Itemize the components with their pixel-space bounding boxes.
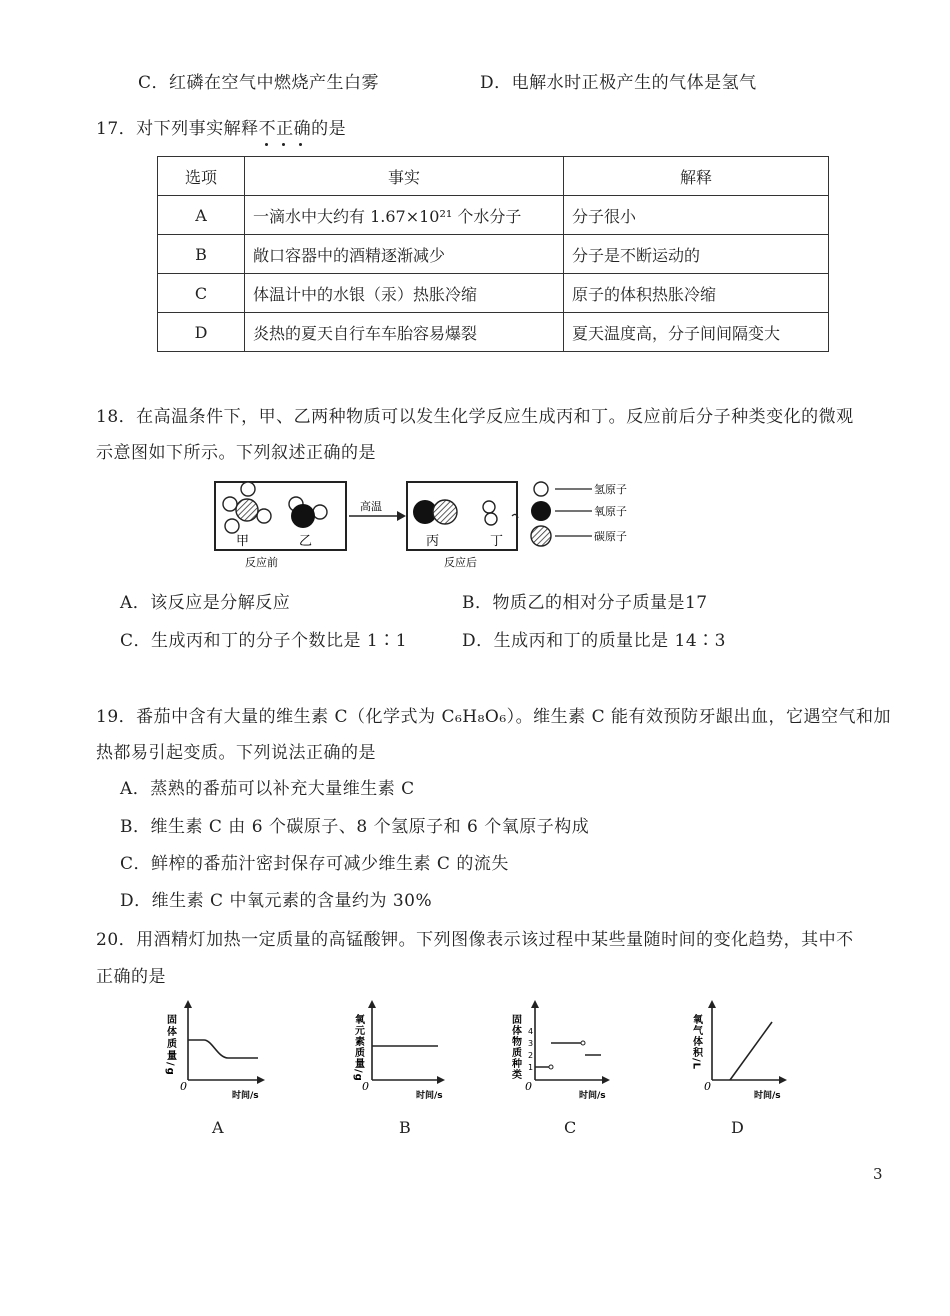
graph-d (680, 1000, 800, 1110)
row-option: A (158, 196, 245, 235)
q17-stem-emphasis: 不正确 (259, 119, 312, 139)
row-explain: 分子很小 (564, 196, 829, 235)
q20-stem-line2: 正确的是 (96, 967, 166, 987)
graph-a-origin: 0 (180, 1080, 187, 1093)
row-explain: 分子是不断运动的 (564, 235, 829, 274)
q19-option-b: B．维生素 C 由 6 个碳原子、8 个氢原子和 6 个氧原子构成 (120, 817, 590, 837)
svg-text:4: 4 (528, 1027, 534, 1036)
legend-oxygen-icon (531, 501, 551, 521)
condition-label: 高温 (360, 500, 382, 513)
q17-stem-prefix: 17．对下列事实解释 (96, 119, 259, 139)
legend-carbon-icon (531, 526, 551, 546)
q18-option-a: A．该反应是分解反应 (120, 593, 291, 613)
row-explain: 夏天温度高，分子间间隔变大 (564, 313, 829, 352)
q18-option-b: B．物质乙的相对分子质量是17 (462, 593, 708, 613)
label-bing: 丙 (426, 534, 440, 549)
row-fact: 敞口容器中的酒精逐渐减少 (245, 235, 564, 274)
table-row (158, 274, 829, 313)
q17-stem (96, 118, 346, 140)
graph-c-ylabel: 固体物质种类 (509, 1014, 521, 1080)
row-explain: 原子的体积热胀冷缩 (564, 274, 829, 313)
legend-hydrogen-icon (534, 482, 548, 496)
graph-d-ylabel: 氧气体积/L (690, 1014, 702, 1071)
table-row (158, 196, 829, 235)
row-fact: 一滴水中大约有 1.67×10²¹ 个水分子 (245, 196, 564, 235)
q16-option-d: D．电解水时正极产生的气体是氢气 (480, 73, 757, 93)
header-option: 选项 (158, 157, 245, 196)
q19-option-c: C．鲜榨的番茄汁密封保存可减少维生素 C 的流失 (120, 854, 509, 874)
graph-c-label: C (564, 1118, 577, 1137)
graph-b-ylabel: 氧元素质量/g (352, 1014, 364, 1082)
q19-stem-line1: 19．番茄中含有大量的维生素 C（化学式为 C₆H₈O₆）。维生素 C 能有效预防牙龈出血，它遇空气和加 (96, 707, 891, 727)
q18-reaction-diagram (200, 474, 680, 574)
graph-b (340, 1000, 460, 1110)
label-ding: 丁 (490, 534, 504, 549)
graph-c-origin: 0 (525, 1080, 532, 1093)
graph-c-xlabel: 时间/s (579, 1091, 606, 1101)
graph-d-xlabel: 时间/s (754, 1091, 781, 1101)
svg-text:1: 1 (528, 1063, 534, 1072)
row-fact: 体温计中的水银（汞）热胀冷缩 (245, 274, 564, 313)
q19-option-d: D．维生素 C 中氧元素的含量约为 30% (120, 891, 433, 911)
label-yi: 乙 (299, 534, 313, 549)
q16-option-c: C．红磷在空气中燃烧产生白雾 (138, 73, 380, 93)
row-option: C (158, 274, 245, 313)
svg-text:3: 3 (528, 1039, 534, 1048)
table-row (158, 235, 829, 274)
caption-before: 反应前 (245, 556, 278, 569)
q17-table (157, 156, 829, 352)
table-header-row (158, 157, 829, 196)
graph-b-origin: 0 (362, 1080, 369, 1093)
q19-stem-line2: 热都易引起变质。下列说法正确的是 (96, 743, 376, 763)
legend-oxygen: 氧原子 (594, 505, 627, 518)
table-row (158, 313, 829, 352)
q18-option-c: C．生成丙和丁的分子个数比是 1∶1 (120, 631, 408, 651)
graph-d-label: D (731, 1118, 744, 1137)
q18-stem-line1: 18．在高温条件下，甲、乙两种物质可以发生化学反应生成丙和丁。反应前后分子种类变化的微观 (96, 407, 854, 427)
caption-after: 反应后 (444, 556, 477, 569)
graph-a-label: A (212, 1118, 224, 1137)
molecule-jia-icon (223, 482, 271, 533)
legend (531, 482, 627, 546)
arrow-head-icon (397, 511, 406, 521)
graph-d-origin: 0 (704, 1080, 711, 1093)
legend-carbon: 碳原子 (594, 530, 627, 543)
q19-option-a: A．蒸熟的番茄可以补充大量维生素 C (120, 779, 415, 799)
graph-a-ylabel: 固体质量/g (164, 1014, 176, 1077)
molecule-yi-icon (289, 497, 327, 528)
page-number: 3 (873, 1165, 883, 1183)
q18-option-d: D．生成丙和丁的质量比是 14∶3 (462, 631, 726, 651)
row-option: D (158, 313, 245, 352)
svg-text:2: 2 (528, 1051, 534, 1060)
graph-a (160, 1000, 280, 1110)
molecule-ding-icon (483, 501, 497, 525)
row-option: B (158, 235, 245, 274)
q18-stem-line2: 示意图如下所示。下列叙述正确的是 (96, 443, 376, 463)
graph-b-xlabel: 时间/s (416, 1091, 443, 1101)
graph-b-label: B (399, 1118, 411, 1137)
legend-hydrogen: 氢原子 (594, 483, 627, 496)
header-fact: 事实 (245, 157, 564, 196)
label-jia: 甲 (236, 534, 250, 549)
q20-stem-line1: 20．用酒精灯加热一定质量的高锰酸钾。下列图像表示该过程中某些量随时间的变化趋势，其中不 (96, 930, 854, 950)
row-fact: 炎热的夏天自行车车胎容易爆裂 (245, 313, 564, 352)
q17-stem-suffix: 的是 (311, 119, 347, 139)
graph-a-xlabel: 时间/s (232, 1091, 259, 1101)
graph-c (505, 1000, 625, 1110)
molecule-bing-icon (413, 500, 457, 524)
header-explain: 解释 (564, 157, 829, 196)
